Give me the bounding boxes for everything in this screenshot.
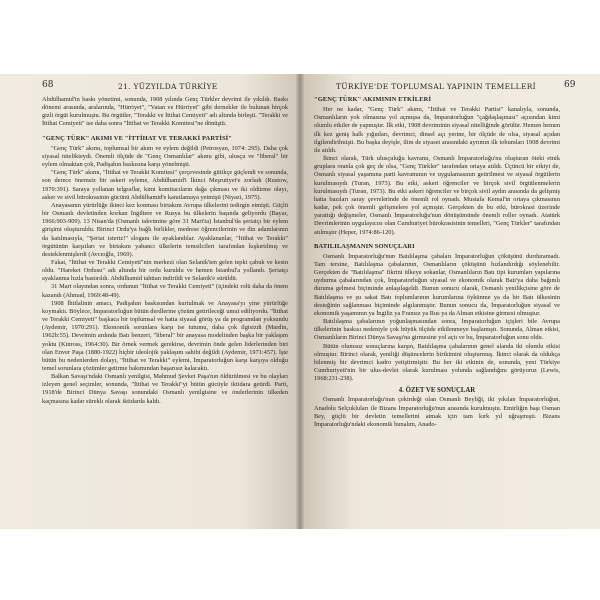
paragraph: Fakat, "İttihat ve Terakki Cemiyeti"nin merkezi olan Selanik'ten gelen tepki çabuk ve kesin oldu. "Hareket Ordusu" adı altında bir ordu kuruldu ve hemen İstanbul'a yollandı. Şeriatçı ayaklanma hızla bastırıldı. Abdülhamid tahttan indirildi ve Selanik'e sürüldü. <box>42 258 288 283</box>
right-page <box>300 74 600 529</box>
paragraph: Osmanlı İmparatorluğu'nun çekirdeği olan Osmanlı Beyliği, iki yıkılan İmparatorluğun, Anadolu Selçukluları ile Bizans İmparatorluğu'nun arasında kurulmuştu. Emirliğin başı Osman Bey, güçlü bir devletin temellerini atmak için tam kırk yıl uğraşmıştı. Bizans İmparatorluğu'ndaki ekonomik bunalım, Anado- <box>314 396 560 428</box>
paragraph: "Genç Türk" akımı, "İttihat ve Terakki Komitesi" çerçevesinde gittikçe güçlendi ve sonunda, son derece önemsiz bir askeri eyleme, Abdülhamid'i İkinci Meşrutiyet'e zorladı (Rustow, 1970:391). Saraya yollanan telgraflar, kimi komitacıların dağa çıkması ve iki oldürme olayı, asker ve sivil bürokrasinin gücünü Abdülhamid'e kanıtlamaya yetmişti (Niyazi, 1975). <box>42 169 288 201</box>
paragraph: Osmanlı İmparatorluğu'nun Batılılaşma çabaları İmparatorluğun çöküşünü durduramadı. Tam tersine, Batılılaşma çabalarının, Osmanlıların çöküşünü hızlandırdığı söylenebilir. Gerçekten de "Batılılaşma" fikrini ülkeye sokanlar, Osmanlıların Batı tipi kurumları yapılarına uydurma çabalarından çok, İmparatorluğun siyasal ve ekonomik olarak Batı'ya daha bağımlı duruma gelmesi biçiminde anlaşılageldi. Bunun sonucu olarak, Osmanlı yenilikçisine göre de Batılılaşma ve şu sakat Batı toplumlarının kurumlarına öykünme ya da bir Batı ülkesinin desteğinin sağlanması biçiminde algılanmıştır. Bunun sonucu da, İmparatorluğun siyasal ve ekonomik yaşamının ya İngiliz ya Fransız ya Rus ya da Alman etkisine girmesi olmuştur. <box>314 252 560 317</box>
section-heading: BATILILAŞMANIN SONUÇLARI <box>314 242 415 250</box>
paragraph: 1908 İhtilalinin amacı, Padişahın baskısından kurtulmak ve Anayasa'yı yine yürürlüğe koymaktı. Böylece, İmparatorluğun bütün derdlerine çözüm getirileceği umut ediliyordu. "İttihat ve Terakki Cemiyeti" başkaca bir toplumsal ve hatta siyasal görüş ya da programdan yoksundu (Aydemir, 1970:291). Ekonomik sorunlara karşı ise tutumu, daha çok ilgisizdi (Mardin, 1962b:55). Devrimin ardında Batı benzeri, "liberal" bir anayasa modelinden başka bir yaklaşım yoktu (Kinross, 1964:30). Bir örnek vermek gerekirse, devrimin önde gelen liderlerinden biri olan Enver Paşa (1880-1922) hiçbir ideolojik yaklaşım sahibi değildi (Aydemir, 1971:457). İşte bütün bu nedenlerden dolayı, "İttihat ve Terakki" eylemi, İmparatorluğun karşı karşıya olduğu temel sorunlara çözümler getirme bakımından başarısız kalacaktı. <box>42 299 288 372</box>
paragraph: 31 Mart olayından sonra, ordunun "İttihat ve Terakki Cemiyeti" (içindeki rolü daha da önem kazandı (Ahmad, 1969:48-49). <box>42 283 288 299</box>
left-page <box>0 74 300 529</box>
paragraph: Balkan Savaşı'ndaki Osmanlı yenilgisi, Mahmud Şevket Paşa'nın öldürülmesi ve bu olayları izleyen genel seçimler, sonunda, "İttihat ve Terakki"yi bütün gücüyle iktidara getirdi. Parti, 1918'de Birinci Dünya Savaşı sonundaki Osmanlı yenilgisine ve önderlerinin ülkeden kaçmasına kadar süreklı olarak iktidarda kaldı. <box>42 373 288 405</box>
section-heading: 4. ÖZET VE SONUÇLAR <box>398 387 476 395</box>
left-page-text <box>42 96 288 406</box>
paragraph: "Genç Türk" akımı, toplumsal bir akım ve eylem değildi (Petrosyan, 1974: 295). Daha çok siyasal nitelikteydi. Önemli ölçüde de "Genç Osmanlılar" akımı gibi, ulusçu ve "liberal" bir eylem olmaktan çok, Padişahın baskısına karşı yönelmişti. <box>42 144 288 169</box>
section-heading: "GENÇ TÜRK" AKIMININ ETKİLERİ <box>314 96 432 103</box>
paragraph: Anayasanın yürürlüğe ikinci kez konması birtakım Avrupa ülkelerini tedirgin etmişti. Güçlü bir Osmanlı devletinden korkan İngiltere ve Rusya bu ülkelerin başında geliyordu (Bayar, 1966:903-909). 13 Nisan'da (Osmanlı takvimine göre 31 Mart'ta) İstanbul'da şeriatçı bir eylem girişimi oluşturuldu. Birinci Ordu'ya bağlı birlikler, medrese öğrencilerinin ve din adamlarının da katılmasıyla, "Şeriat isteriz!" sloganı ile ayaklandılar. Ayaklananlar, "İttihat ve Terakki" örgütünün karşıtları ve birtakım yabancı ülkelerin temsilcileri tarafından kışkırtılmış ve desteklenmişlerdi (Avcıoğlu, 1969). <box>42 201 288 258</box>
left-page-number: 68 <box>42 80 54 90</box>
paragraph: Her ne kadar, "Genç Türk" akımı, "İttihat ve Terakki Partisi" kanalıyla, sonunda, Osmanlıların yok olmasına yol açmışsa da, İmparatorluğun "çağdaşlaşması" açısından kimi olumlu etkiler de yapmıştır. İlk etki, 1908 devriminin siyasal nitelliğinde görülür. Hemen hemen ilk kez geniş halk yığınları, devrimci, dinsel açı yerine, bir ölçüde de olsa, siyasal açıdan ilgilendirilmişti. Bu başka deyişle, ilim de siyaset arasındaki ayrımın ilk tohumları 1908 devrimi ile atıldı. <box>314 106 560 154</box>
right-page-text <box>314 96 560 429</box>
paragraph: İkinci olarak, Türk ulusçuluğu kavramı, Osmanlı İmparatorluğu'nu oluşturan öteki etnik gruplara oranla çok geç de olsa, "Genç Türkler" tarafından ortaya atıldı. Üçüncü bir etkiyi de, Osmanlı siyasal yaşamına parti kavramının ve uygulamasının getirilmesi ve siyasal örgütlerin kurulmasıydı (Turan, 1973). Bu etki, askeri öğrenciler ve birçok sivil örgütlenmelerin kurulmasıydı (Turan, 1973). Bu etki askeri öğrenciler ve birçok sivil aydın arasında da gelişmiş hatta bazıları saray çevrelerinde de önemli rol oynadı. Mustafa Kemal'in ortaya çıkmasının kadar, pek çok önemli gelişmelere yol açmıştır. Gerçekten de bu etki, bürokrasi üzerinde yarattığı değişmeler, Osmanlı İmparatorluğu'nun dönüşümünde önemli roller oynadı. Atatürk Devrimlerinin uygulayıcısı olan Cumhuriyet bürokrasisinin temelleri, "Genç Türkler" tarafından atılmıştır (Heper, 1974:86-120). <box>314 155 560 236</box>
right-running-head: TÜRKİYE'DE TOPLUMSAL YAPININ TEMELLERİ <box>336 82 536 91</box>
paragraph: Abdülhamid'in baskı yönetimi, sonunda, 1908 yılında Genç Türkler devrimi ile yıkıldı. Baskı dönemi arasında, aralarında, "Hürriyet", "Vatan ve Hürriyet" gibi dernekler ile bulunan birçok gizli örgüt kurulmuştu. Bu örgütler, "Terakki ve İttihat Cemiyeti" adı altında birleşti. "Terakki ve İttihat Cemiyeti" ise daha sonra "İttihat ve Terakki Komitesi"ne dönüştü. <box>42 96 288 128</box>
paragraph: Batılılaşma çabalarının yoğunlaşmasından sonra, İmparatorluğun içişleri bile Avrupa ülkelerinin baskısı nedeniyle çok büyük ölçüde etkilenmeye başlamıştı. Sonunda, Alman etkisi, Osmanlıların Birinci Dünya Savaşı'na girmesine yol açtı ve bu, İmparatorluğun sonu oldu. <box>314 318 560 342</box>
left-running-head: 21. YÜZYILDA TÜRKİYE <box>118 82 218 91</box>
right-page-number: 69 <box>564 80 576 90</box>
section-heading: "GENÇ TÜRK" AKIMI VE "İTTİHAT VE TERAKKİ PARTİSİ" <box>42 134 233 142</box>
book-spine <box>296 74 304 529</box>
paragraph: Bütün olumsuz sonuçlarına karşın, Batılılaşma çabalarının genel alanda iki olumlu etkisi olmuştur. Birinci olarak, yeniliği düşüncelerin birikimini oluşturmuş. İkinci olarak da oldukça bilenmiş bir devrimci kadro yetiştirmiştir. Bu her iki etkinin de, sonunda, yeni Türkiye Cumhuriyeti'nin bir ulus-devlet olarak kurulması yolunda sağlandığını görüyoruz (Lewis, 1968:231-238). <box>314 342 560 383</box>
